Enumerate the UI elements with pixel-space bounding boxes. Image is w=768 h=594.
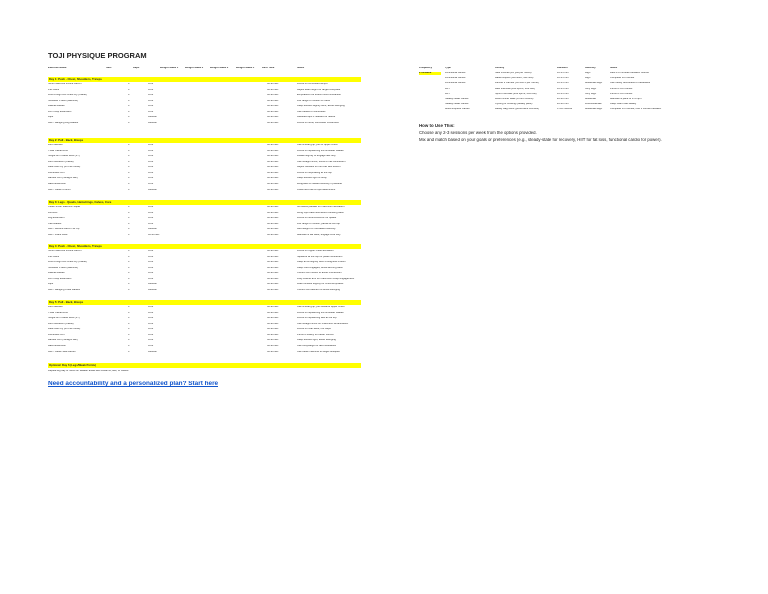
- cardio-notes: Use heavy dumbbells or kettlebells: [610, 82, 651, 85]
- rest-cell: 60-90 sec: [267, 171, 279, 174]
- notes-cell: Use straight arms for maximum lat activation: [297, 322, 349, 325]
- sets-cell: 3: [128, 283, 130, 286]
- exercise-name: Lat Pushdown (Cable): [48, 160, 74, 163]
- cardio-activity: Farmer's Carries (50-100 ft per round): [495, 82, 539, 85]
- exercise-name: Calf Raises: [48, 222, 62, 225]
- column-header: Reps: [133, 67, 140, 69]
- optional-day-header: Optional: Day 6 (Legs/Weak Points): [48, 363, 361, 368]
- cardio-notes: Rest 1-2 minutes between rounds: [610, 72, 649, 74]
- sets-cell: 3: [128, 228, 130, 231]
- page-title: TOJI PHYSIQUE PROGRAM: [48, 52, 147, 60]
- sets-cell: 3: [128, 317, 130, 320]
- column-header: Weight Week 2: [185, 67, 204, 69]
- sets-cell: 3: [128, 277, 130, 280]
- rest-cell: 60-90 sec: [267, 317, 279, 320]
- reps-cell: 8-12: [148, 206, 154, 208]
- exercise-name: Dumbbell Curl: [48, 171, 65, 174]
- column-header: Weight Week 3: [210, 67, 229, 69]
- cardio-activity: Battle Ropes (30s work, 30s rest): [495, 77, 534, 80]
- cardio-type: Steady-State Cardio: [445, 98, 469, 100]
- cardio-column-header: Duration: [557, 67, 568, 69]
- cardio-duration: 3 min rounds: [557, 108, 572, 111]
- exercise-name: Back Extension: [48, 345, 66, 348]
- cardio-intensity: Moderate-High: [585, 108, 603, 111]
- rest-cell: 60-90 sec: [267, 94, 279, 97]
- sets-cell: 3: [128, 222, 130, 225]
- exercise-name: Single Arm Cable Row (ST): [48, 317, 80, 320]
- sets-cell: 3: [128, 99, 130, 102]
- reps-cell: 8-12: [148, 317, 154, 320]
- exercise-name: Smith Machine Incline Bench: [48, 83, 82, 85]
- reps-cell: 8-12: [148, 105, 154, 108]
- rest-cell: 60-90 sec: [267, 233, 279, 236]
- rest-cell: 60-90 sec: [267, 222, 279, 225]
- rest-cell: 60-90 sec: [267, 272, 279, 275]
- exercise-name: Pec Deck: [48, 88, 60, 91]
- sets-cell: 3: [128, 171, 130, 174]
- notes-cell: Add weight for increased difficulty: [297, 228, 336, 231]
- cardio-activity: Bike Intervals (20s sprint, 40s rest): [495, 87, 535, 90]
- sets-cell: 3: [128, 266, 130, 269]
- sets-cell: 3: [128, 183, 130, 186]
- sets-cell: 3: [128, 83, 130, 85]
- cardio-notes: Complete 8-6 rounds: [610, 77, 635, 80]
- exercise-name: Lat Pushdown (Cable): [48, 322, 74, 325]
- notes-cell: Keep elbows slightly bent, avoid swinging: [297, 105, 345, 108]
- exercise-name: Lateral Raises: [48, 272, 65, 275]
- reps-cell: 8-12: [148, 311, 154, 314]
- cardio-column-header: Intensity: [585, 67, 596, 69]
- column-header: Exercise Name: [48, 67, 67, 69]
- sets-cell: 3: [128, 88, 130, 91]
- notes-cell: Assisted dips if needed for failure: [297, 116, 336, 119]
- rest-cell: 60-90 sec: [267, 217, 279, 220]
- sets-cell: 3: [128, 188, 130, 191]
- cardio-notes: Perform 6-8 rounds: [610, 92, 633, 95]
- reps-cell: 8-12: [148, 183, 154, 186]
- sets-cell: 3: [128, 94, 130, 97]
- notes-cell: Adjust handles for full rear delt stretch: [297, 166, 341, 169]
- reps-cell: 8-12: [148, 144, 154, 146]
- howto-line-2: Mix and match based on your goals or preferences (e.g., steady-state for recovery, HIIT for fat loss, functional cardio for power).: [419, 138, 662, 142]
- rest-cell: 60-90 sec: [267, 250, 279, 252]
- sets-cell: 3: [128, 149, 130, 152]
- exercise-name: Low to High DA Chest Fly (Cable): [48, 94, 87, 97]
- rest-cell: 60-90 sec: [267, 211, 279, 214]
- rest-cell: 60-90 sec: [267, 206, 279, 208]
- reps-cell: 8-12: [148, 322, 154, 325]
- rest-cell: 60-90 sec: [267, 283, 279, 286]
- reps-cell: 8-12: [148, 222, 154, 225]
- rest-cell: 60-90 sec: [267, 105, 279, 108]
- sets-cell: 3: [128, 217, 130, 220]
- cardio-column-header: Notes: [610, 67, 618, 69]
- exercise-name: Barbell Curl (Straight Bar): [48, 339, 78, 342]
- sets-cell: 3: [128, 155, 130, 158]
- notes-cell: Full range of motion, pause at the top: [297, 222, 340, 225]
- notes-cell: Use straight arms, focus on lat contraction: [297, 160, 346, 163]
- notes-cell: Rotate slightly to engage lats fully: [297, 155, 336, 158]
- rest-cell: 60-90 sec: [267, 306, 279, 308]
- exercise-name: Shoulder Press (Machine): [48, 99, 78, 102]
- reps-cell: 8-12: [148, 261, 154, 264]
- column-header: Sets: [106, 67, 112, 69]
- sets-cell: 3: [128, 144, 130, 146]
- howto-line-1: Choose any 2-3 sessions per week from the options provided.: [419, 131, 537, 135]
- reps-cell: 8-12: [148, 166, 154, 169]
- sets-cell: 3: [128, 177, 130, 180]
- cardio-activity: Sled Pushes (20 yds per round): [495, 72, 532, 74]
- cardio-activity: Heavy Bag Work (punch/kick combos): [495, 108, 539, 111]
- rest-cell: 60-90 sec: [267, 149, 279, 152]
- notes-cell: Emphasize the stretch and contraction: [297, 94, 342, 97]
- notes-cell: Focus on squeezing the shoulder blades: [297, 149, 344, 152]
- notes-cell: Focus on upper chest activation: [297, 250, 334, 252]
- rest-cell: 60-90 sec: [267, 345, 279, 348]
- notes-cell: Use a wide grip, pull towards upper chest: [297, 306, 345, 308]
- cardio-duration: 10-15 min: [557, 72, 569, 74]
- sets-cell: 3: [128, 233, 130, 236]
- cardio-notes: Maintain a pace of 3-4 mph: [610, 98, 642, 100]
- exercise-name: Abs - Cable Side Bends: [48, 350, 76, 353]
- notes-cell: Focus on supinating at the top: [297, 171, 332, 174]
- howto-heading: How to Use This:: [419, 124, 455, 128]
- cardio-intensity: Low-Moderate: [585, 103, 602, 106]
- notes-cell: Keep elbows tight, avoid swinging: [297, 339, 336, 342]
- reps-cell: 8-12: [148, 211, 154, 214]
- day-header: Day 5: Pull - Back, Biceps: [48, 300, 361, 305]
- exercise-name: Shoulder Press (Machine): [48, 266, 78, 269]
- column-header: Weight Week 4: [236, 67, 255, 69]
- notes-cell: Control the descent to avoid swinging: [297, 289, 341, 292]
- notes-cell: Fully extend arm for maximum tricep engagement: [297, 277, 355, 280]
- sets-cell: 3: [128, 328, 130, 331]
- sets-cell: 3: [128, 311, 130, 314]
- exercise-name: Leg Extension: [48, 217, 65, 220]
- reps-cell: 8-12: [148, 255, 154, 258]
- day-header: Day 2: Pull - Back, Biceps: [48, 138, 361, 143]
- cardio-notes: Complete 3-6 rounds, rest 1 minute between: [610, 108, 662, 111]
- cardio-column-header: Activity: [495, 67, 505, 69]
- reps-cell: 30-60 sec: [148, 233, 160, 236]
- reps-cell: 8-12: [148, 99, 154, 102]
- reps-cell: 8-12: [148, 328, 154, 331]
- rest-cell: 60-90 sec: [267, 322, 279, 325]
- notes-cell: Keep core engaged, avoid arching back: [297, 266, 343, 269]
- rest-cell: 60-90 sec: [267, 144, 279, 146]
- reps-cell: 8-12: [148, 266, 154, 269]
- reps-cell: 8-12: [148, 277, 154, 280]
- reps-cell: 8-12: [148, 339, 154, 342]
- reps-cell: 8-12: [148, 345, 154, 348]
- reps-cell: 8-12: [148, 250, 154, 252]
- exercise-name: Rear Delt Fly (on Pec Deck): [48, 328, 81, 331]
- cardio-intensity: High: [585, 77, 591, 80]
- sets-cell: 3: [128, 333, 130, 336]
- reps-cell: AMRAP: [148, 289, 158, 292]
- sets-cell: 3: [128, 122, 130, 125]
- cardio-type: HIIT: [445, 92, 450, 95]
- sets-cell: 3: [128, 116, 130, 119]
- exercise-name: Abs - Decline Bench Sit Up: [48, 228, 80, 231]
- notes-cell: Squeeze at the top for peak contraction: [297, 255, 343, 258]
- cardio-notes: Keep heart rate steady: [610, 103, 637, 106]
- reps-cell: 8-12: [148, 110, 154, 113]
- cardio-intensity: High: [585, 72, 591, 74]
- cardio-duration: 20-30 min: [557, 98, 569, 100]
- sets-cell: 3: [128, 272, 130, 275]
- reps-cell: 8-12: [148, 155, 154, 158]
- day-header: Day 4: Push - Chest, Shoulders, Triceps: [48, 244, 361, 249]
- exercise-name: Abs - Plank Hold: [48, 233, 68, 236]
- cardio-duration: 10-15 min: [557, 82, 569, 85]
- notes-cell: Perform slowly for better control: [297, 333, 334, 336]
- day-header: Day 3: Legs - Quads, Hamstrings, Calves, Core: [48, 200, 361, 205]
- notes-cell: Full range of motion for delts: [297, 99, 330, 102]
- sets-cell: 3: [128, 306, 130, 308]
- rest-cell: 60-90 sec: [267, 88, 279, 91]
- sets-cell: 3: [128, 250, 130, 252]
- reps-cell: 8-12: [148, 94, 154, 97]
- sets-cell: 3: [128, 160, 130, 163]
- cardio-type: Functional Cardio: [445, 72, 466, 74]
- reps-cell: AMRAP: [148, 350, 158, 353]
- cardio-column-header: Frequency: [419, 67, 433, 69]
- reps-cell: 8-12: [148, 217, 154, 220]
- column-header: Weight Week 1: [160, 67, 179, 69]
- notes-cell: Focus on squeezing the shoulder blades: [297, 311, 344, 314]
- rest-cell: 60-90 sec: [267, 110, 279, 113]
- exercise-name: Smith Machine Incline Bench: [48, 250, 82, 252]
- cardio-duration: 10-15 min: [557, 92, 569, 95]
- cardio-activity: Cycling or Rowing (steady pace): [495, 103, 533, 106]
- exercise-name: Lat Pulldown: [48, 144, 63, 146]
- notes-cell: Go below parallel for maximum activation: [297, 206, 345, 208]
- notes-cell: Use cable machine to target obliques: [297, 350, 340, 353]
- sets-cell: 3: [128, 255, 130, 258]
- sets-cell: 3: [128, 339, 130, 342]
- rest-cell: 60-90 sec: [267, 83, 279, 85]
- notes-cell: Focus on controlled tempo: [297, 83, 328, 85]
- cardio-type: HIIT: [445, 87, 450, 90]
- notes-cell: Use a wide grip, pull to upper chest: [297, 144, 338, 146]
- rest-cell: 60-90 sec: [267, 289, 279, 292]
- rest-cell: 60-90 sec: [267, 255, 279, 258]
- reps-cell: 8-12: [148, 88, 154, 91]
- notes-cell: Bring hips back and avoid rounding back: [297, 211, 344, 214]
- exercise-name: Dumbbell Curl: [48, 333, 65, 336]
- notes-cell: Weighted for added difficulty if possible: [297, 183, 342, 186]
- exercise-name: Abs - Hanging Leg Raises: [48, 122, 79, 125]
- reps-cell: 8-12: [148, 272, 154, 275]
- rest-cell: 60-90 sec: [267, 166, 279, 169]
- notes-cell: Lean forward slightly for chest emphasis: [297, 283, 344, 286]
- exercise-name: Single Arm Cable Row (ST): [48, 155, 80, 158]
- cardio-intensity: Moderate: [585, 98, 596, 100]
- cardio-duration: 10-15 min: [557, 77, 569, 80]
- cta-start-here[interactable]: Start here: [188, 381, 219, 387]
- exercise-name: Close Smith Machine Squat: [48, 206, 81, 208]
- exercise-name: Dips: [48, 116, 54, 119]
- cardio-duration: 10-15 min: [557, 87, 569, 90]
- notes-cell: Use cables or dumbbells: [297, 110, 326, 113]
- notes-cell: Maintain a flat back, engage core fully: [297, 233, 341, 236]
- cta-link[interactable]: [48, 381, 218, 387]
- sets-cell: 3: [128, 206, 130, 208]
- rest-cell: 60-90 sec: [267, 122, 279, 125]
- exercise-name: DA Tricep Extension: [48, 110, 72, 113]
- sets-cell: 3: [128, 105, 130, 108]
- exercise-name: Pec Deck: [48, 255, 60, 258]
- reps-cell: 8-12: [148, 177, 154, 180]
- rest-cell: 60-90 sec: [267, 99, 279, 102]
- cardio-notes: Perform 6-8 rounds: [610, 87, 633, 90]
- notes-cell: Control the motion to avoid momentum: [297, 272, 342, 275]
- reps-cell: 8-12: [148, 306, 154, 308]
- sets-cell: 3: [128, 345, 130, 348]
- cardio-duration: 20-30 min: [557, 103, 569, 106]
- reps-cell: 8-12: [148, 171, 154, 174]
- notes-cell: Focus on slow, controlled movement: [297, 122, 339, 125]
- rest-cell: 60-90 sec: [267, 188, 279, 191]
- rest-cell: 60-90 sec: [267, 266, 279, 269]
- day-header: Day 1: Push - Chest, Shoulders, Triceps: [48, 77, 361, 82]
- notes-cell: Keep arms slightly bent throughout motion: [297, 261, 346, 264]
- cardio-type: Functional Cardio: [445, 82, 466, 85]
- sets-cell: 3: [128, 110, 130, 113]
- notes-cell: Keep elbows tight to body: [297, 177, 327, 180]
- rest-cell: 60-90 sec: [267, 155, 279, 158]
- reps-cell: AMRAP: [148, 116, 158, 119]
- cardio-type: MMA-Inspired Cardio: [445, 108, 470, 111]
- reps-cell: 8-12: [148, 333, 154, 336]
- optional-day-note: Repeat leg day or focus on weaker areas like forearms, abs, or calves.: [48, 370, 130, 372]
- exercise-name: Lateral Raises: [48, 105, 65, 108]
- cardio-type: Functional Cardio: [445, 77, 466, 80]
- reps-cell: 8-12: [148, 149, 154, 152]
- sets-cell: 3: [128, 350, 130, 353]
- notes-cell: Focus on rear delts, not traps: [297, 328, 331, 331]
- rest-cell: 60-90 sec: [267, 177, 279, 180]
- rest-cell: 60-90 sec: [267, 116, 279, 119]
- exercise-name: Rear Delt Fly (on Pec Deck): [48, 166, 81, 169]
- exercise-name: Back Extension: [48, 183, 66, 186]
- notes-cell: Use bodyweight or add resistance: [297, 345, 337, 348]
- rest-cell: 60-90 sec: [267, 333, 279, 336]
- reps-cell: AMRAP: [148, 188, 158, 191]
- rest-cell: 60-90 sec: [267, 311, 279, 314]
- reps-cell: AMRAP: [148, 283, 158, 286]
- sets-cell: 3: [128, 289, 130, 292]
- cardio-intensity: Very High: [585, 92, 597, 95]
- exercise-name: Abs - Cable Crunch: [48, 188, 71, 191]
- cardio-intensity: Very High: [585, 87, 597, 90]
- exercise-name: Dips: [48, 283, 54, 286]
- cardio-intensity: Moderate-High: [585, 82, 603, 85]
- reps-cell: 8-12: [148, 160, 154, 163]
- reps-cell: AMRAP: [148, 122, 158, 125]
- sets-cell: 3: [128, 322, 130, 325]
- notes-cell: Focus on squeezing lats at the top: [297, 317, 337, 320]
- notes-cell: Kneel and use a rope attachment: [297, 188, 336, 191]
- exercise-name: Abs - Hanging Knee Raises: [48, 289, 80, 292]
- reps-cell: 8-12: [148, 83, 154, 85]
- sets-cell: 3: [128, 166, 130, 169]
- rest-cell: 60-90 sec: [267, 183, 279, 186]
- sets-cell: 3: [128, 261, 130, 264]
- exercise-name: Barbell Curl (Straight Bar): [48, 177, 78, 180]
- frequency-cell: 2-3x/week: [419, 72, 441, 75]
- cardio-activity: Sprint Intervals (20s sprint, 60s rest): [495, 92, 537, 95]
- rest-cell: 60-90 sec: [267, 350, 279, 353]
- notes-cell: Focus on slow eccentric for quads: [297, 217, 337, 220]
- rest-cell: 60-90 sec: [267, 328, 279, 331]
- cta-prefix[interactable]: Need accountability and a personalized plan?: [48, 381, 187, 387]
- rest-cell: 60-90 sec: [267, 277, 279, 280]
- column-header: Rest Time: [262, 67, 275, 69]
- rest-cell: 60-90 sec: [267, 339, 279, 342]
- exercise-name: Low to High DA Chest Fly (Cable): [48, 261, 87, 264]
- notes-cell: Adjust seat height for target end-pass: [297, 88, 341, 91]
- cardio-column-header: Type: [445, 67, 451, 69]
- cardio-activity: Brisk Incline Walk (3-12% incline): [495, 98, 534, 100]
- column-header: Notes: [297, 67, 305, 69]
- exercise-name: T-Bar Cable Row: [48, 149, 68, 152]
- exercise-name: DB RDL: [48, 211, 58, 214]
- cardio-type: Steady-State Cardio: [445, 103, 469, 106]
- exercise-name: T-Bar Cable Row: [48, 311, 68, 314]
- sets-cell: 3: [128, 211, 130, 214]
- rest-cell: 60-90 sec: [267, 160, 279, 163]
- exercise-name: Lat Pulldown: [48, 306, 63, 308]
- rest-cell: 60-90 sec: [267, 228, 279, 231]
- exercise-name: DA Tricep Extension: [48, 277, 72, 280]
- reps-cell: AMRAP: [148, 228, 158, 231]
- rest-cell: 60-90 sec: [267, 261, 279, 264]
